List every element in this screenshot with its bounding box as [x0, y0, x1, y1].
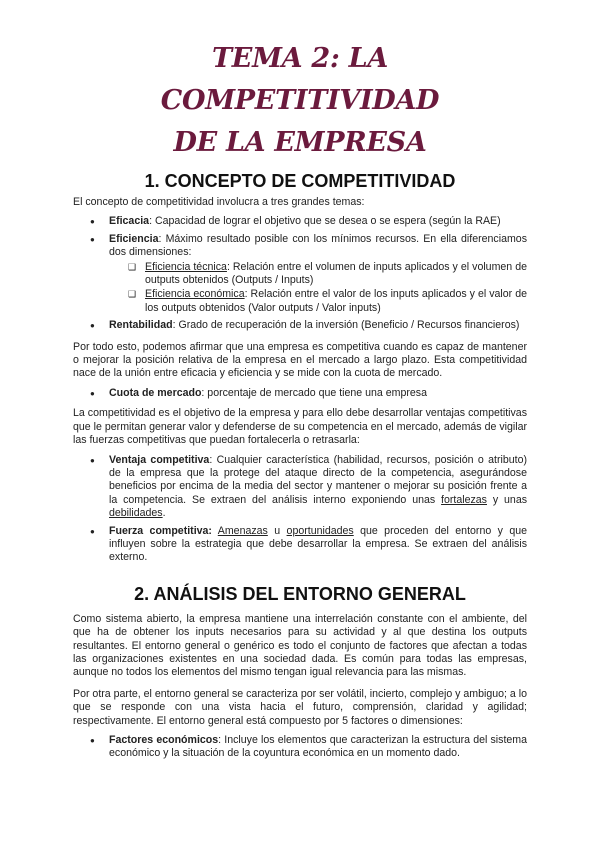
term-eficiencia-economica: Eficiencia económica	[145, 288, 245, 301]
environment-factors-list	[73, 734, 527, 761]
term-amenazas: Amenazas	[217, 524, 268, 537]
term-cuota-de-mercado: Cuota de mercado	[109, 386, 202, 399]
definition-rentabilidad: : Grado de recuperación de la inversión (Beneficio / Recursos financieros)	[172, 319, 520, 332]
section-1-intro: El concepto de competitividad involucra a tres grandes temas:	[73, 196, 365, 208]
document-title-line-2: DE LA EMPRESA	[173, 127, 427, 158]
term-eficacia: Eficacia	[109, 215, 150, 228]
market-share-list	[73, 387, 527, 400]
document-title-line-1: TEMA 2: LA COMPETITIVIDAD	[160, 43, 440, 116]
list-item-fuerza-competitiva	[109, 525, 527, 565]
connector-y: y unas	[486, 493, 528, 506]
list-item-eficiencia	[109, 233, 527, 315]
definition-eficiencia-tecnica: : Relación entre el volumen de inputs aplicados y el volumen de outputs obtenidos (Outputs / Inputs)	[145, 260, 527, 287]
sub-item-eficiencia-economica	[145, 288, 527, 315]
definition-fuerza-competitiva: que proceden del entorno y que influyen sobre la estrategia que debe desarrollar la empresa. Se extraen del análisis externo.	[109, 524, 527, 564]
term-fuerza-competitiva: Fuerza competitiva:	[109, 524, 212, 537]
document-title	[73, 38, 527, 164]
section-2-heading: 2. ANÁLISIS DEL ENTORNO GENERAL	[134, 583, 466, 604]
connector-u: u	[267, 524, 287, 537]
term-fortalezas: fortalezas	[441, 493, 487, 506]
competitiveness-topics-list	[73, 215, 527, 332]
definition-eficiencia: : Máximo resultado posible con los mínimos recursos. En ella diferenciamos dos dimensiones:	[109, 232, 527, 259]
term-debilidades: debilidades	[109, 507, 163, 520]
period: .	[162, 507, 166, 520]
term-ventaja-competitiva: Ventaja competitiva	[109, 453, 210, 466]
competitive-forces-list	[73, 454, 527, 565]
section-1-paragraph-1: Por todo esto, podemos afirmar que una empresa es competitiva cuando es capaz de mantener o mejorar la posición relativa de la empresa en el mercado a largo plazo. Esta competitividad nace de la unión entre eficacia y eficiencia y se mide con la cuota de mercado.	[73, 340, 527, 380]
term-eficiencia-tecnica: Eficiencia técnica	[145, 260, 227, 273]
efficiency-dimensions-list	[109, 261, 527, 316]
list-item-cuota-de-mercado	[109, 387, 527, 400]
sub-item-eficiencia-tecnica	[145, 261, 527, 288]
section-2-paragraph-2: Por otra parte, el entorno general se caracteriza por ser volátil, incierto, complejo y ambiguo; a lo que se responde con una vista hacia el futuro, comprensión, claridad y agilidad; respectivamente. El entorno general está compuesto por 5 factores o dimensiones:	[73, 687, 527, 727]
list-item-eficacia	[109, 215, 527, 228]
term-rentabilidad: Rentabilidad	[109, 319, 173, 332]
section-1-paragraph-2: La competitividad es el objetivo de la empresa y para ello debe desarrollar ventajas competitivas que le permitan generar valor y defenderse de su competencia en el mercado, además de vigilar las fuerzas competitivas que puedan fortalecerla o retrasarla:	[73, 407, 527, 447]
list-item-rentabilidad	[109, 319, 527, 332]
section-1-heading: 1. CONCEPTO DE COMPETITIVIDAD	[144, 171, 456, 191]
list-item-factores-economicos	[109, 734, 527, 761]
definition-factores-economicos: : Incluye los elementos que caracterizan la estructura del sistema económico y la situación de la coyuntura económica en un momento dado.	[109, 734, 528, 760]
definition-ventaja-competitiva: : Cualquier característica (habilidad, recursos, posición o atributo) de la empresa que la protege del ataque directo de la competencia, asegurándose beneficios por encima de la media del sector y mantener o mejorar su posición frente a la competencia. Se extraen del análisis interno exponiendo unas	[109, 453, 527, 506]
section-2-paragraph-1: Como sistema abierto, la empresa mantiene una interrelación constante con el ambiente, del que ha de obtener los inputs necesarios para su actividad y al que destina los outputs resultantes. El entorno general o genérico es todo el conjunto de factores que afectan a todas las organizaciones existentes en una sociedad dada. Es común para todas las empresas, aunque no todos los elementos del mismo tengan igual relevancia para las mismas.	[73, 612, 527, 679]
definition-eficiencia-economica: : Relación entre el valor de los inputs aplicados y el valor de los outputs obtenidos (Valor outputs / Valor inputs)	[145, 288, 527, 314]
term-eficiencia: Eficiencia	[109, 232, 159, 245]
list-item-ventaja-competitiva	[109, 454, 527, 521]
definition-eficacia: : Capacidad de lograr el objetivo que se desea o se espera (según la RAE)	[149, 215, 501, 228]
term-oportunidades: oportunidades	[286, 524, 354, 537]
term-factores-economicos: Factores económicos	[109, 734, 219, 746]
definition-cuota-de-mercado: : porcentaje de mercado que tiene una empresa	[201, 386, 427, 399]
